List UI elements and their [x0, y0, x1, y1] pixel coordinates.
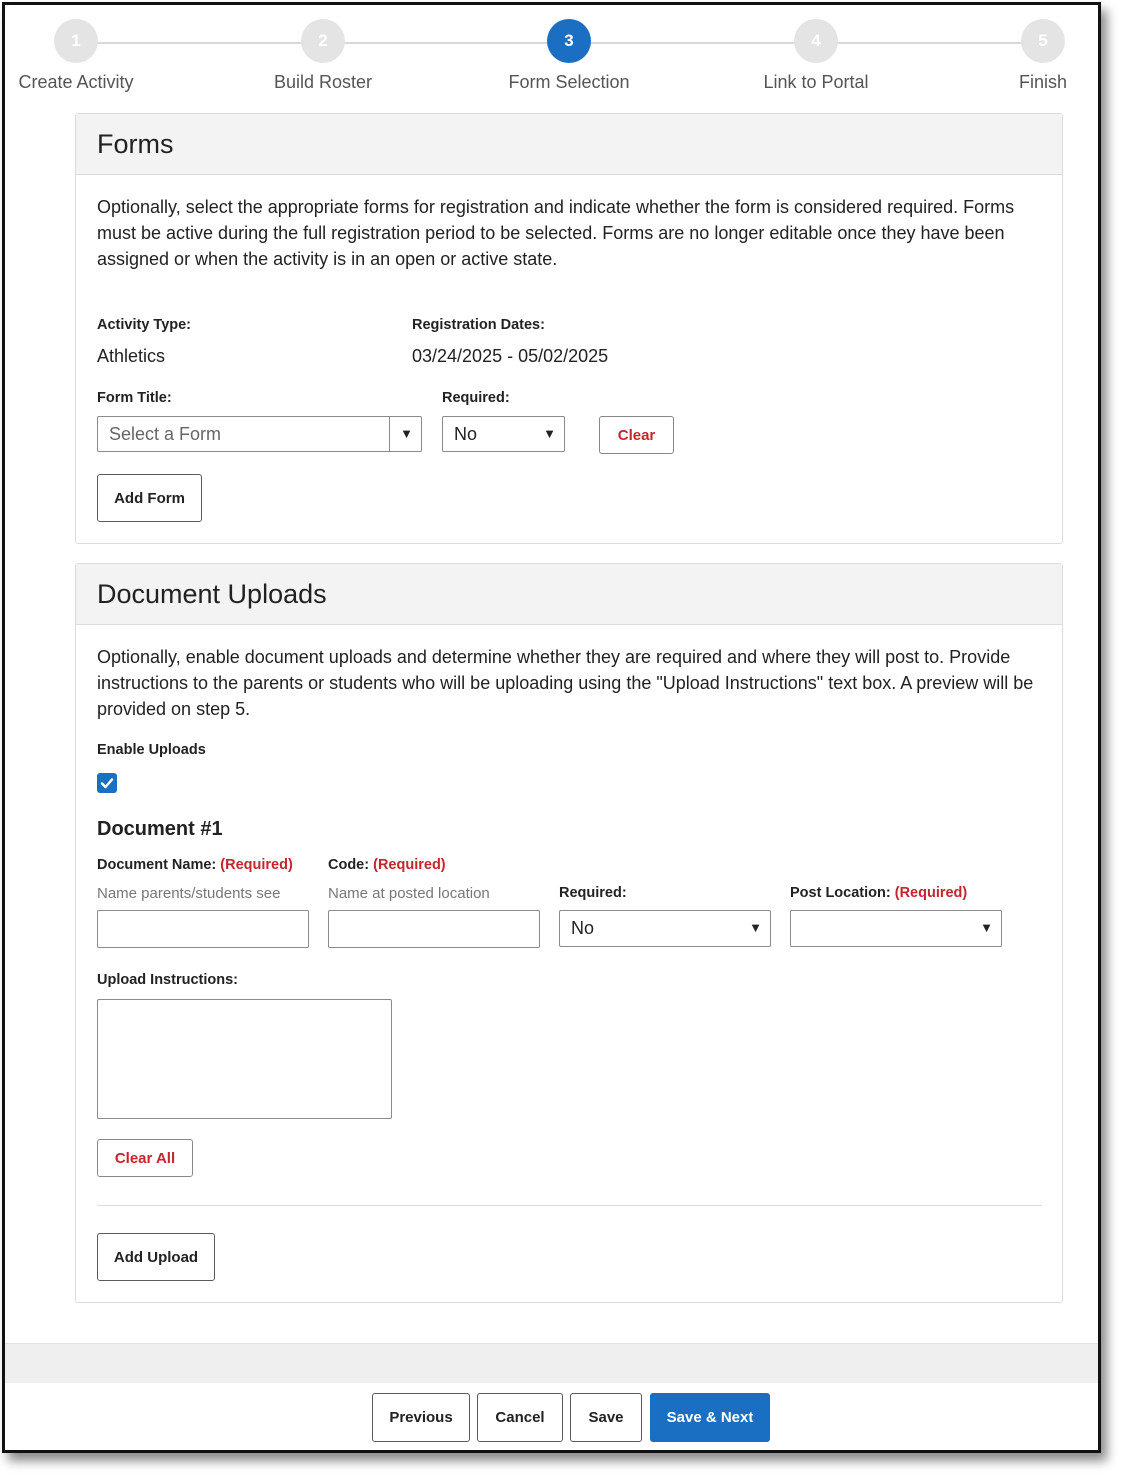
step-build-roster[interactable]	[243, 19, 403, 93]
activity-type-value: Athletics	[97, 346, 166, 366]
checkmark-icon	[97, 773, 117, 793]
add-form-button[interactable]: Add Form	[97, 474, 202, 522]
code-label-text: Code:	[328, 857, 370, 873]
footer-spacer	[5, 1343, 1098, 1384]
form-title-select[interactable]	[97, 416, 422, 452]
step-label: Form Selection	[508, 72, 630, 92]
select-divider	[389, 417, 390, 451]
step-label: Build Roster	[273, 72, 373, 92]
enable-uploads-label: Enable Uploads	[97, 742, 206, 758]
uploads-title: Document Uploads	[76, 564, 1062, 625]
code-label	[328, 857, 446, 873]
step-number: 5	[1021, 19, 1065, 63]
document-name-input[interactable]	[97, 910, 309, 948]
forms-title: Forms	[76, 114, 1062, 175]
clear-button[interactable]: Clear	[599, 416, 674, 454]
code-hint: Name at posted location	[328, 885, 490, 902]
document-heading: Document #1	[97, 818, 223, 840]
clear-all-button[interactable]: Clear All	[97, 1139, 193, 1177]
upload-required-label: Required:	[559, 885, 627, 901]
forms-description: Optionally, select the appropriate forms for registration and indicate whether the form is considered required. Forms must be active during the full registration period to be selected. Forms are no longer editable once they have been assigned or when the activity is in an open or active state.	[97, 197, 1015, 269]
save-button[interactable]: Save	[570, 1393, 642, 1442]
chevron-down-icon: ▼	[749, 920, 762, 935]
upload-instructions-label: Upload Instructions:	[97, 972, 238, 988]
footer-action-bar	[5, 1383, 1098, 1453]
chevron-down-icon: ▼	[980, 920, 993, 935]
upload-required-value: No	[571, 918, 595, 938]
required-label: Required:	[442, 390, 510, 406]
save-next-button[interactable]: Save & Next	[650, 1393, 770, 1442]
enable-uploads-checkbox[interactable]	[97, 773, 117, 793]
add-upload-button[interactable]: Add Upload	[97, 1233, 215, 1281]
upload-required-select[interactable]	[559, 910, 771, 947]
step-number: 4	[794, 19, 838, 63]
activity-type-label: Activity Type:	[97, 317, 192, 333]
chevron-down-icon: ▼	[543, 426, 556, 441]
previous-button[interactable]: Previous	[372, 1393, 470, 1442]
document-name-hint: Name parents/students see	[97, 885, 281, 902]
registration-dates-value: 03/24/2025 - 05/02/2025	[412, 346, 609, 366]
step-number: 2	[301, 19, 345, 63]
form-title-label: Form Title:	[97, 390, 172, 406]
step-finish[interactable]	[983, 19, 1101, 93]
post-location-label	[790, 885, 967, 901]
required-select[interactable]	[442, 416, 565, 452]
step-label: Finish	[1018, 72, 1067, 92]
step-form-selection[interactable]	[489, 19, 649, 93]
post-location-select[interactable]	[790, 910, 1002, 947]
window-frame	[2, 2, 1101, 1453]
required-marker: (Required)	[220, 857, 293, 873]
section-divider	[97, 1205, 1042, 1206]
registration-dates-label: Registration Dates:	[412, 317, 545, 333]
chevron-down-icon: ▼	[400, 426, 413, 441]
cancel-button[interactable]: Cancel	[477, 1393, 563, 1442]
required-value: No	[454, 424, 478, 444]
upload-instructions-textarea[interactable]	[97, 999, 392, 1119]
document-name-label-text: Document Name:	[97, 857, 217, 873]
step-create-activity[interactable]	[2, 19, 156, 93]
step-number: 3	[547, 19, 591, 63]
form-title-placeholder: Select a Form	[109, 424, 222, 444]
step-label: Create Activity	[18, 72, 134, 92]
document-name-label	[97, 857, 293, 873]
code-input[interactable]	[328, 910, 540, 948]
wizard-stepper	[5, 5, 1098, 110]
step-number: 1	[54, 19, 98, 63]
required-marker: (Required)	[373, 857, 446, 873]
forms-panel	[75, 113, 1063, 544]
post-location-label-text: Post Location:	[790, 885, 891, 901]
step-link-to-portal[interactable]	[736, 19, 896, 93]
document-uploads-panel	[75, 563, 1063, 1303]
required-marker: (Required)	[894, 885, 968, 901]
uploads-description: Optionally, enable document uploads and determine whether they are required and where they will post to. Provide instructions to the parents or students who will be uploading using the "Upload Instructions" text box. A preview will be provided on step 5.	[97, 647, 1034, 719]
step-label: Link to Portal	[763, 72, 869, 92]
